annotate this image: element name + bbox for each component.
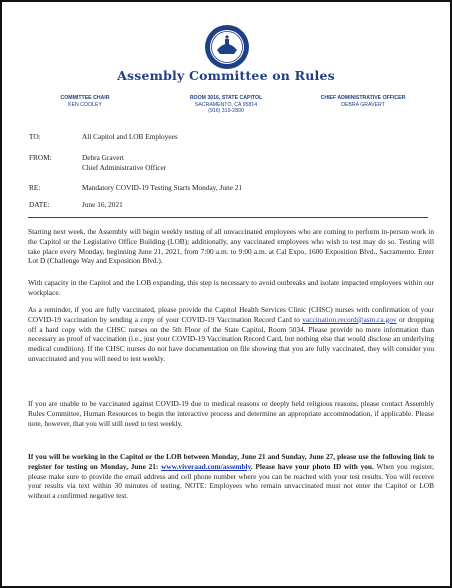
address-room: ROOM 3016, STATE CAPITOL bbox=[189, 95, 263, 101]
vaccination-email-link[interactable]: vaccination.record@asm.ca.gov bbox=[302, 314, 397, 324]
date-value: June 16, 2021 bbox=[82, 200, 123, 209]
paragraph-2-text: With capacity in the Capitol and the LOB expanding, this step is necessary to avoid outbreaks and isolate impacted employees within our workplace. bbox=[28, 278, 434, 297]
memo-divider bbox=[28, 217, 428, 218]
assembly-seal-icon bbox=[204, 24, 250, 70]
cao-label: CHIEF ADMINISTRATIVE OFFICER bbox=[320, 95, 406, 101]
paragraph-3 bbox=[28, 305, 434, 364]
re-label: RE: bbox=[29, 183, 41, 192]
date-label: DATE: bbox=[29, 200, 50, 209]
from-label: FROM: bbox=[29, 153, 52, 162]
address-phone: (916) 319-2800 bbox=[208, 108, 244, 115]
cao-block bbox=[304, 95, 422, 108]
committee-chair-block bbox=[40, 95, 130, 108]
paragraph-2 bbox=[28, 278, 434, 298]
paragraph-4 bbox=[28, 399, 434, 428]
paragraph-5 bbox=[28, 452, 434, 501]
address-block bbox=[170, 95, 282, 115]
paragraph-4-text: If you are unable to be vaccinated against COVID-19 due to medical reasons or deeply held religious reasons, please contact Assembly Rules Committee, Human Resources to begin the interactive process and determine an appropriate accommodation, if applicable. Please note, however, that you will still need to test weekly. bbox=[28, 399, 434, 428]
committee-title: Assembly Committee on Rules bbox=[117, 68, 335, 83]
paragraph-3-text-b: or dropping off a hard copy with the CHSC nurses on the 5th Floor of the State Capitol, Room 5034. Please provide no more information than necessary as proof of vaccination (i.e., just your COVID-19 Vaccination Record Card, but nothing else that would disclose an underlying medical condition). If the CHSC nurses do not have documentation on file showing that you are fully vaccinated, they will consider you unvaccinated and you will need to test weekly. bbox=[28, 314, 435, 363]
paragraph-5-bold-a: If you will be working in the Capitol or the LOB between Monday, June 21 and Sunday, June 27, please use the following link to register for testing on Monday, June 21: bbox=[28, 452, 434, 471]
paragraph-5-text: When you register, please make sure to provide the email address and cell phone number where you can be reached with your test results. You will receive your results via text within 30 minutes of testing. NOTE: Employees who remain unvaccinated must not enter the Capitol or LOB without a confirmed negative test. bbox=[28, 461, 434, 500]
from-title: Chief Administrative Officer bbox=[82, 163, 167, 172]
chair-name: KEN COOLEY bbox=[68, 101, 102, 108]
paragraph-3-text-a: As a reminder, if you are fully vaccinated, please provide the Capitol Health Services Clinic (CHSC) nurses with confirmation of your COVID-19 vaccination by sending a copy of your COVID-19 Vaccination Record Card to bbox=[28, 305, 434, 324]
to-value: All Capitol and LOB Employees bbox=[82, 132, 178, 141]
memo-page bbox=[2, 2, 450, 586]
chair-label: COMMITTEE CHAIR bbox=[60, 95, 110, 101]
address-city: SACRAMENTO, CA 95814 bbox=[194, 101, 258, 108]
cao-name: DEBRA GRAVERT bbox=[341, 101, 385, 108]
paragraph-1-text: Starting next week, the Assembly will begin weekly testing of all unvaccinated employees who are coming to perform in-person work in the Capitol or the Legislative Office Building (LOB); additionally, any vaccinated employees who wish to test may do so. Testing will take place every Monday, beginning June 21, 2021, from 7:00 a.m. to 9:00 a.m. at Cal Expo, 1600 Exposition Blvd., Sacramento. Enter Lot D (Challenge Way and Exposition Blvd.). bbox=[28, 227, 434, 266]
re-value: Mandatory COVID-19 Testing Starts Monday, June 21 bbox=[82, 183, 243, 192]
registration-link[interactable]: www.viveraad.com/assembly bbox=[161, 461, 251, 471]
to-label: TO: bbox=[29, 132, 41, 141]
from-name: Debra Gravert bbox=[82, 153, 124, 162]
paragraph-5-bold-b: . Please have your photo ID with you. bbox=[250, 461, 374, 471]
paragraph-1 bbox=[28, 227, 434, 266]
